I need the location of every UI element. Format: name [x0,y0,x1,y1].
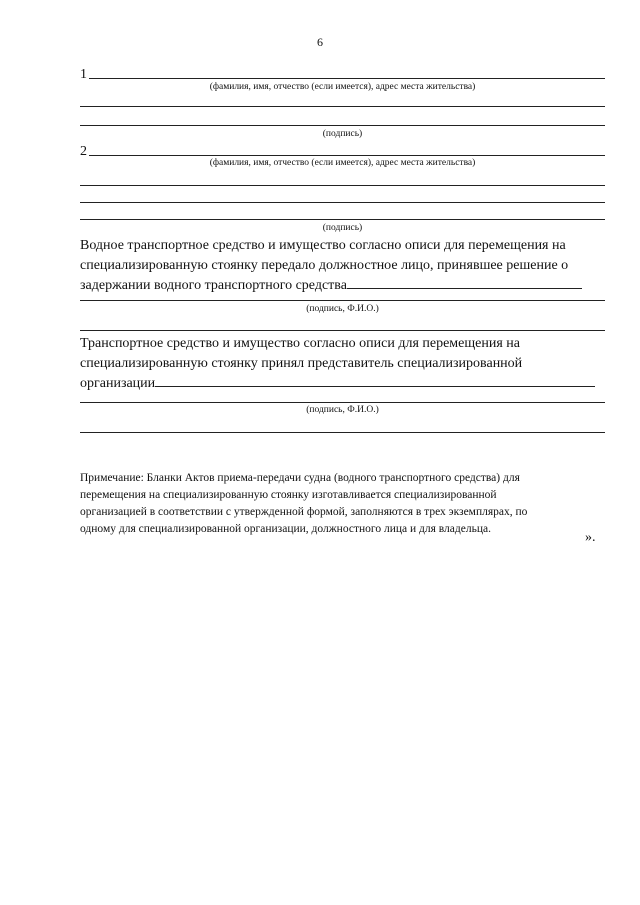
note-line-1: Примечание: Бланки Актов приема-передачи судна (водного транспортного средства) для [80,472,520,484]
note-paragraph [80,470,606,538]
receiver-signature-line[interactable] [80,402,605,403]
signer2-name-caption: (фамилия, имя, отчество (если имеется), адрес места жительства) [209,158,476,168]
receiver-statement-line-1: Транспортное средство и имущество согласно описи для перемещения на [80,336,520,351]
receiver-signature-caption: (подпись, Ф.И.О.) [306,405,379,415]
signer1-signature-caption: (подпись) [322,129,363,139]
official-statement-line-2: специализированную стоянку передало должностное лицо, принявшее решение о [80,258,569,273]
receiver-name-line[interactable] [155,385,595,387]
signer1-address-line-2[interactable] [80,125,605,126]
note-line-3: организацией в соответствии с утвержденной формой, заполняются в трех экземплярах, по [80,506,528,518]
signer2-signature-caption: (подпись) [322,223,363,233]
official-statement-line-1: Водное транспортное средство и имущество согласно описи для перемещения на [80,238,566,253]
signer2-address-line-2[interactable] [80,202,605,203]
note-line-2: перемещения на специализированную стоянку изготавливается специализированной [80,489,497,501]
signer1-name-caption: (фамилия, имя, отчество (если имеется), адрес места жительства) [209,82,476,92]
official-statement [80,236,606,296]
official-signature-caption: (подпись, Ф.И.О.) [306,304,379,314]
signer2-address-line-3[interactable] [80,219,605,220]
signer2-name-line[interactable] [89,155,605,156]
receiver-statement [80,334,606,394]
note-line-4: одному для специализированной организации, должностного лица и для владельца. [80,523,491,535]
signer1-number: 1 [80,67,87,82]
signer1-name-line[interactable] [89,78,605,79]
receiver-extra-line[interactable] [80,432,605,433]
signer2-address-line-1[interactable] [80,185,605,186]
signer2-number: 2 [80,144,87,159]
closing-quote-mark: ». [585,530,596,545]
official-statement-line-3: задержании водного транспортного средства [80,278,347,293]
official-name-line[interactable] [347,287,582,289]
official-signature-line[interactable] [80,300,605,301]
receiver-statement-line-3: организации [80,376,156,391]
page-number: 6 [317,35,323,49]
signer1-address-line-1[interactable] [80,106,605,107]
official-extra-line[interactable] [80,330,605,331]
receiver-statement-line-2: специализированную стоянку принял представитель специализированной [80,356,523,371]
